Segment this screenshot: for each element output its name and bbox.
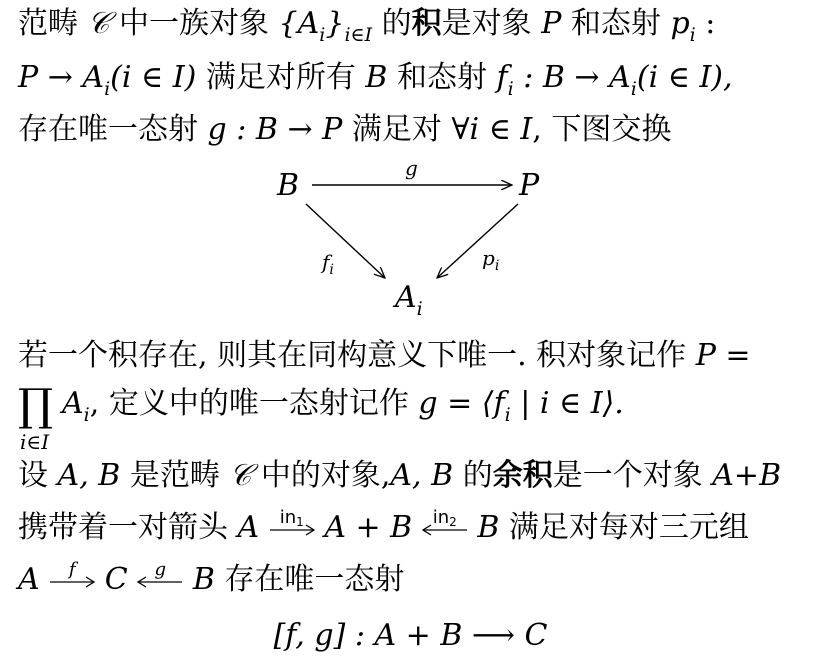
text-line-6 bbox=[18, 458, 781, 494]
text: , 定义中的唯一态射记作 bbox=[89, 386, 419, 421]
commutative-diagram bbox=[260, 156, 590, 320]
text-line-7 bbox=[18, 507, 749, 546]
node-B: B bbox=[277, 168, 300, 203]
text: 是一个对象 bbox=[552, 458, 713, 493]
math-pi: $p_i$ bbox=[670, 6, 696, 46]
math-P: P bbox=[541, 6, 562, 41]
label-p: $p_i$ bbox=[482, 246, 500, 274]
bold-term-product: 积 bbox=[411, 6, 442, 41]
arrow-f bbox=[306, 204, 385, 278]
math: $g = ⟨f_i$ | i ∈ I⟩. bbox=[418, 386, 624, 426]
text: 的 bbox=[372, 6, 412, 41]
math-B: B bbox=[477, 510, 500, 545]
text-line-4 bbox=[18, 338, 751, 374]
text: , 下图交换 bbox=[532, 112, 672, 147]
arrow-label-in1: in1 bbox=[279, 507, 304, 529]
math: A+B bbox=[712, 458, 782, 493]
text: 存在唯一态射 bbox=[18, 112, 208, 147]
text: 存在唯一态射 bbox=[214, 562, 405, 597]
arrow-label-f: f bbox=[68, 559, 76, 580]
text: 中一族对象 bbox=[109, 6, 279, 41]
text: 和态射 bbox=[387, 60, 497, 95]
text-line-3 bbox=[18, 112, 671, 148]
math: A, B bbox=[390, 458, 454, 493]
math: ∀i ∈ I bbox=[451, 112, 533, 147]
text-line-5 bbox=[62, 386, 624, 425]
math: P = bbox=[695, 338, 751, 373]
math: $f_i$ : $B \to A_i(i$ ∈ I), bbox=[496, 60, 733, 100]
label-f: $f_i$ bbox=[322, 250, 334, 278]
text: 携带着一对箭头 bbox=[18, 510, 238, 545]
text: 的 bbox=[453, 458, 493, 493]
label-g: g bbox=[405, 156, 418, 180]
text: 设 bbox=[18, 458, 58, 493]
math: g : B → P bbox=[207, 112, 343, 147]
math-A: A bbox=[18, 562, 40, 597]
text: 范畴 bbox=[18, 6, 88, 41]
text: 若一个积存在, 则其在同构意义下唯一. 积对象记作 bbox=[18, 338, 696, 373]
arrow-label-g: g bbox=[154, 559, 167, 580]
arrow-f bbox=[49, 559, 95, 596]
text: 满足对所有 bbox=[196, 60, 366, 95]
text-line-1 bbox=[18, 6, 715, 45]
prod-sign: ∏ bbox=[18, 380, 54, 431]
text: 是对象 bbox=[441, 6, 542, 41]
display-equation: [f, g] : A + B ⟶ C bbox=[273, 618, 548, 653]
text-line-2 bbox=[18, 60, 733, 99]
text: 中的对象, bbox=[251, 458, 391, 493]
arrow-in2 bbox=[422, 507, 468, 544]
math-family: $\{A_i\}_{i\in I}$ bbox=[278, 6, 373, 46]
text-line-8 bbox=[18, 559, 405, 598]
math: A + B bbox=[324, 510, 413, 545]
math: $A_i$ bbox=[62, 386, 90, 426]
math: A, B bbox=[57, 458, 121, 493]
node-A: $A_i$ bbox=[395, 280, 423, 320]
text: 是范畴 bbox=[120, 458, 230, 493]
math-A: A bbox=[237, 510, 260, 545]
text: : bbox=[695, 6, 716, 41]
arrow-in1 bbox=[269, 507, 315, 544]
math-category: 𝒞 bbox=[87, 6, 110, 41]
math-category: 𝒞 bbox=[229, 458, 252, 493]
text: 满足对每对三元组 bbox=[499, 510, 749, 545]
arrow-p bbox=[437, 204, 518, 278]
text: 满足对 bbox=[342, 112, 452, 147]
math-B: B bbox=[192, 562, 215, 597]
arrow-g bbox=[137, 559, 183, 596]
prod-subscript: i∈I bbox=[20, 430, 50, 454]
math: $P \to A_i(i$ ∈ I) bbox=[18, 60, 197, 100]
math-C: C bbox=[104, 562, 128, 597]
node-P: P bbox=[519, 168, 540, 203]
diagram-arrows bbox=[260, 160, 590, 320]
math-B: B bbox=[365, 60, 388, 95]
text: 和态射 bbox=[561, 6, 671, 41]
arrow-label-in2: in2 bbox=[432, 507, 457, 529]
bold-term-coproduct: 余积 bbox=[492, 458, 553, 493]
